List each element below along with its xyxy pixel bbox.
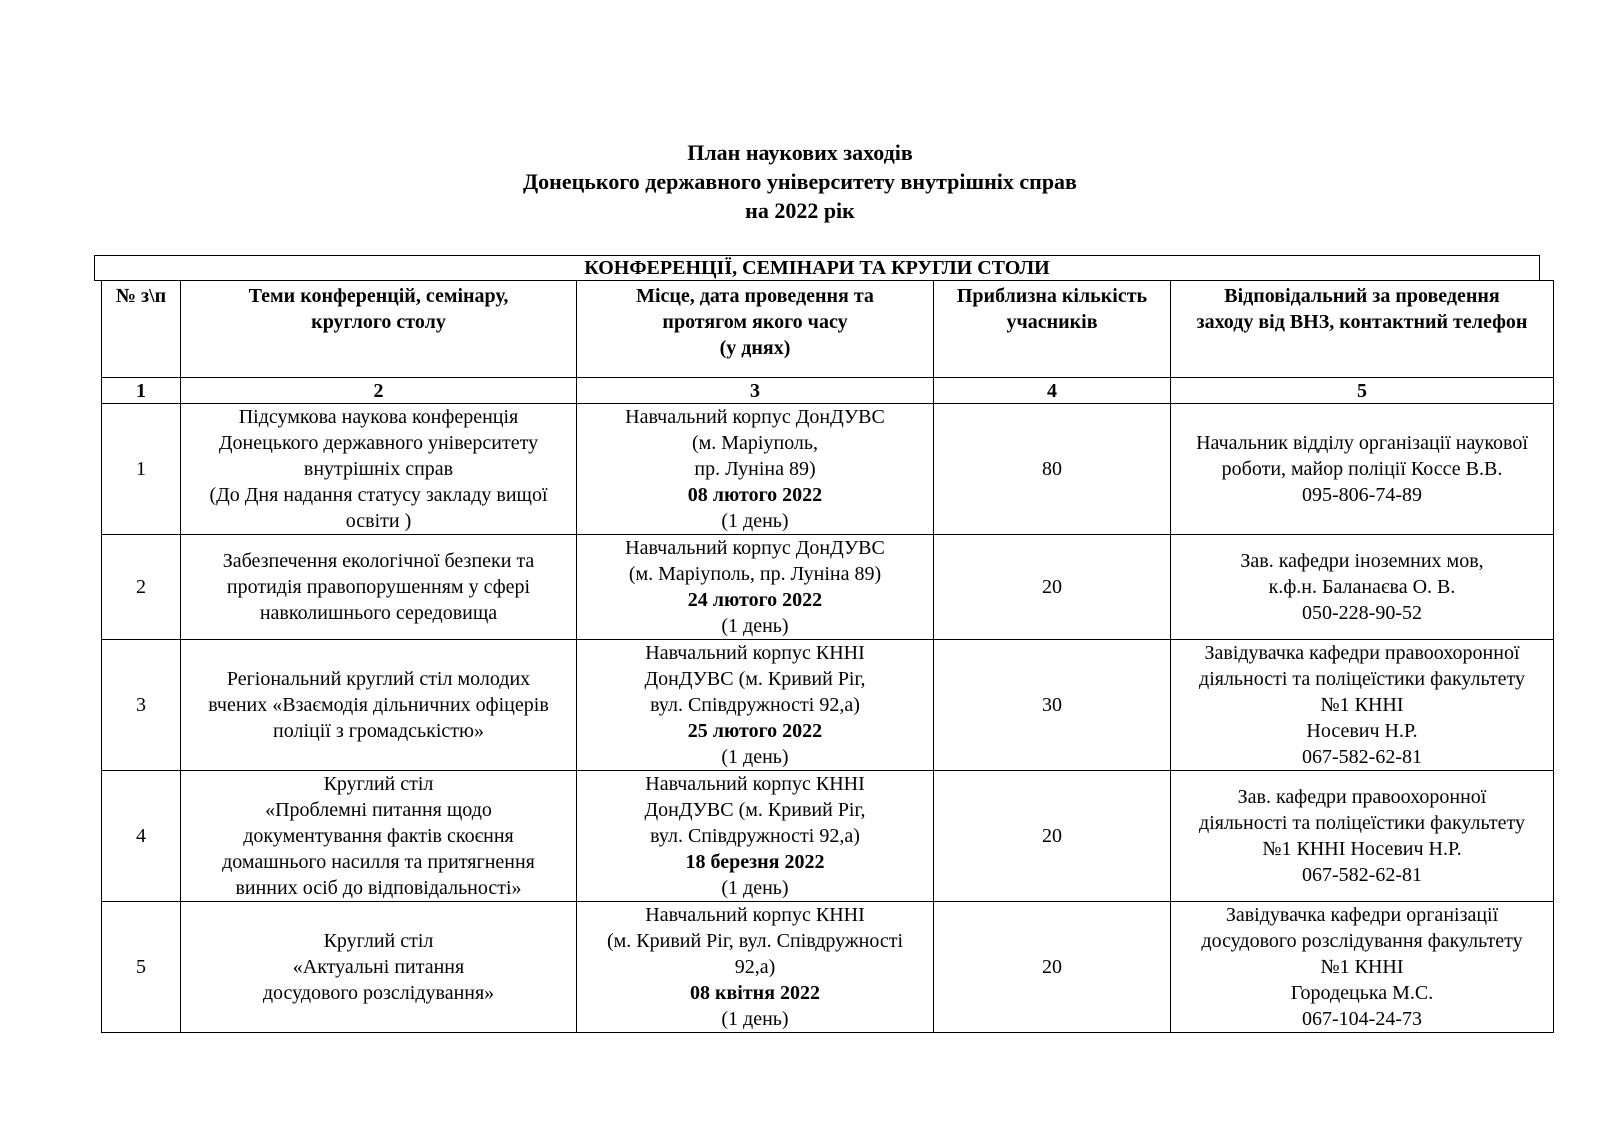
- header-responsible: Відповідальний за проведення заходу від ВНЗ, контактний телефон: [1171, 281, 1554, 378]
- row-number: 5: [102, 902, 181, 1033]
- title-line-2: Донецького державного університету внутрішніх справ: [523, 169, 1077, 194]
- section-header: КОНФЕРЕНЦІЇ, СЕМІНАРИ ТА КРУГЛИ СТОЛИ: [94, 255, 1540, 281]
- event-date: 08 квітня 2022: [689, 982, 821, 1004]
- event-topic: Забезпечення екологічної безпеки та протидія правопорушенням у сфері навколишнього середовища: [181, 535, 577, 640]
- header-participants: Приблизна кількість учасників: [934, 281, 1171, 378]
- event-place-date: Навчальний корпус КННІ ДонДУВС (м. Кривий Ріг, вул. Співдружності 92,а) 25 лютого 2022 (1 день): [577, 640, 934, 771]
- responsible-person: Завідувачка кафедри правоохоронної діяльності та поліцеїстики факультету №1 КННІ Носевич Н.Р. 067-582-62-81: [1171, 640, 1554, 771]
- row-number: 4: [102, 771, 181, 902]
- event-duration: (1 день): [721, 1008, 789, 1030]
- event-place-date: Навчальний корпус КННІ ДонДУВС (м. Кривий Ріг, вул. Співдружності 92,а) 18 березня 2022 (1 день): [577, 771, 934, 902]
- column-number-row: [102, 378, 1554, 404]
- table-row: [102, 902, 1554, 1033]
- table-row: [102, 404, 1554, 535]
- event-topic: Підсумкова наукова конференція Донецького державного університету внутрішніх справ (До Дня надання статусу закладу вищої освіти ): [181, 404, 577, 535]
- event-topic: Регіональний круглий стіл молодих вчених «Взаємодія дільничних офіцерів поліції з громадськістю»: [181, 640, 577, 771]
- column-number: 3: [577, 378, 934, 404]
- participants-count: 30: [934, 640, 1171, 771]
- event-duration: (1 день): [721, 746, 789, 768]
- row-number: 2: [102, 535, 181, 640]
- responsible-person: Завідувачка кафедри організації досудового розслідування факультету №1 КННІ Городецька М.С. 067-104-24-73: [1171, 902, 1554, 1033]
- responsible-person: Начальник відділу організації наукової роботи, майор поліції Коссе В.В. 095-806-74-89: [1171, 404, 1554, 535]
- header-number: № з\п: [102, 281, 181, 378]
- row-number: 3: [102, 640, 181, 771]
- table-header-row: [102, 281, 1554, 378]
- participants-count: 20: [934, 535, 1171, 640]
- column-number: 5: [1171, 378, 1554, 404]
- row-number: 1: [102, 404, 181, 535]
- column-number: 2: [181, 378, 577, 404]
- responsible-person: Зав. кафедри правоохоронної діяльності та поліцеїстики факультету №1 КННІ Носевич Н.Р. 067-582-62-81: [1171, 771, 1554, 902]
- event-place-date: Навчальний корпус КННІ (м. Кривий Ріг, вул. Співдружності 92,а) 08 квітня 2022 (1 день): [577, 902, 934, 1033]
- event-date: 18 березня 2022: [685, 851, 825, 873]
- table-row: [102, 771, 1554, 902]
- table-row: [102, 640, 1554, 771]
- participants-count: 20: [934, 902, 1171, 1033]
- event-date: 25 лютого 2022: [687, 720, 823, 742]
- column-number: 1: [102, 378, 181, 404]
- responsible-person: Зав. кафедри іноземних мов, к.ф.н. Баланаєва О. В. 050-228-90-52: [1171, 535, 1554, 640]
- participants-count: 80: [934, 404, 1171, 535]
- participants-count: 20: [934, 771, 1171, 902]
- header-topic: Теми конференцій, семінару, круглого столу: [181, 281, 577, 378]
- event-topic: Круглий стіл «Актуальні питання досудового розслідування»: [181, 902, 577, 1033]
- event-duration: (1 день): [721, 615, 789, 637]
- event-topic: Круглий стіл «Проблемні питання щодо документування фактів скоєння домашнього насилля та притягнення винних осіб до відповідальності»: [181, 771, 577, 902]
- event-date: 08 лютого 2022: [687, 484, 823, 506]
- document-title: [0, 138, 1600, 225]
- title-line-1: План наукових заходів: [687, 140, 913, 165]
- header-place-date: Місце, дата проведення та протягом якого часу (у днях): [577, 281, 934, 378]
- event-place-date: Навчальний корпус ДонДУВС (м. Маріуполь, пр. Луніна 89) 08 лютого 2022 (1 день): [577, 404, 934, 535]
- events-table: [101, 280, 1554, 1033]
- event-date: 24 лютого 2022: [687, 589, 823, 611]
- title-line-3: на 2022 рік: [745, 198, 855, 223]
- event-duration: (1 день): [721, 510, 789, 532]
- event-place-date: Навчальний корпус ДонДУВС (м. Маріуполь, пр. Луніна 89) 24 лютого 2022 (1 день): [577, 535, 934, 640]
- column-number: 4: [934, 378, 1171, 404]
- event-duration: (1 день): [721, 877, 789, 899]
- table-row: [102, 535, 1554, 640]
